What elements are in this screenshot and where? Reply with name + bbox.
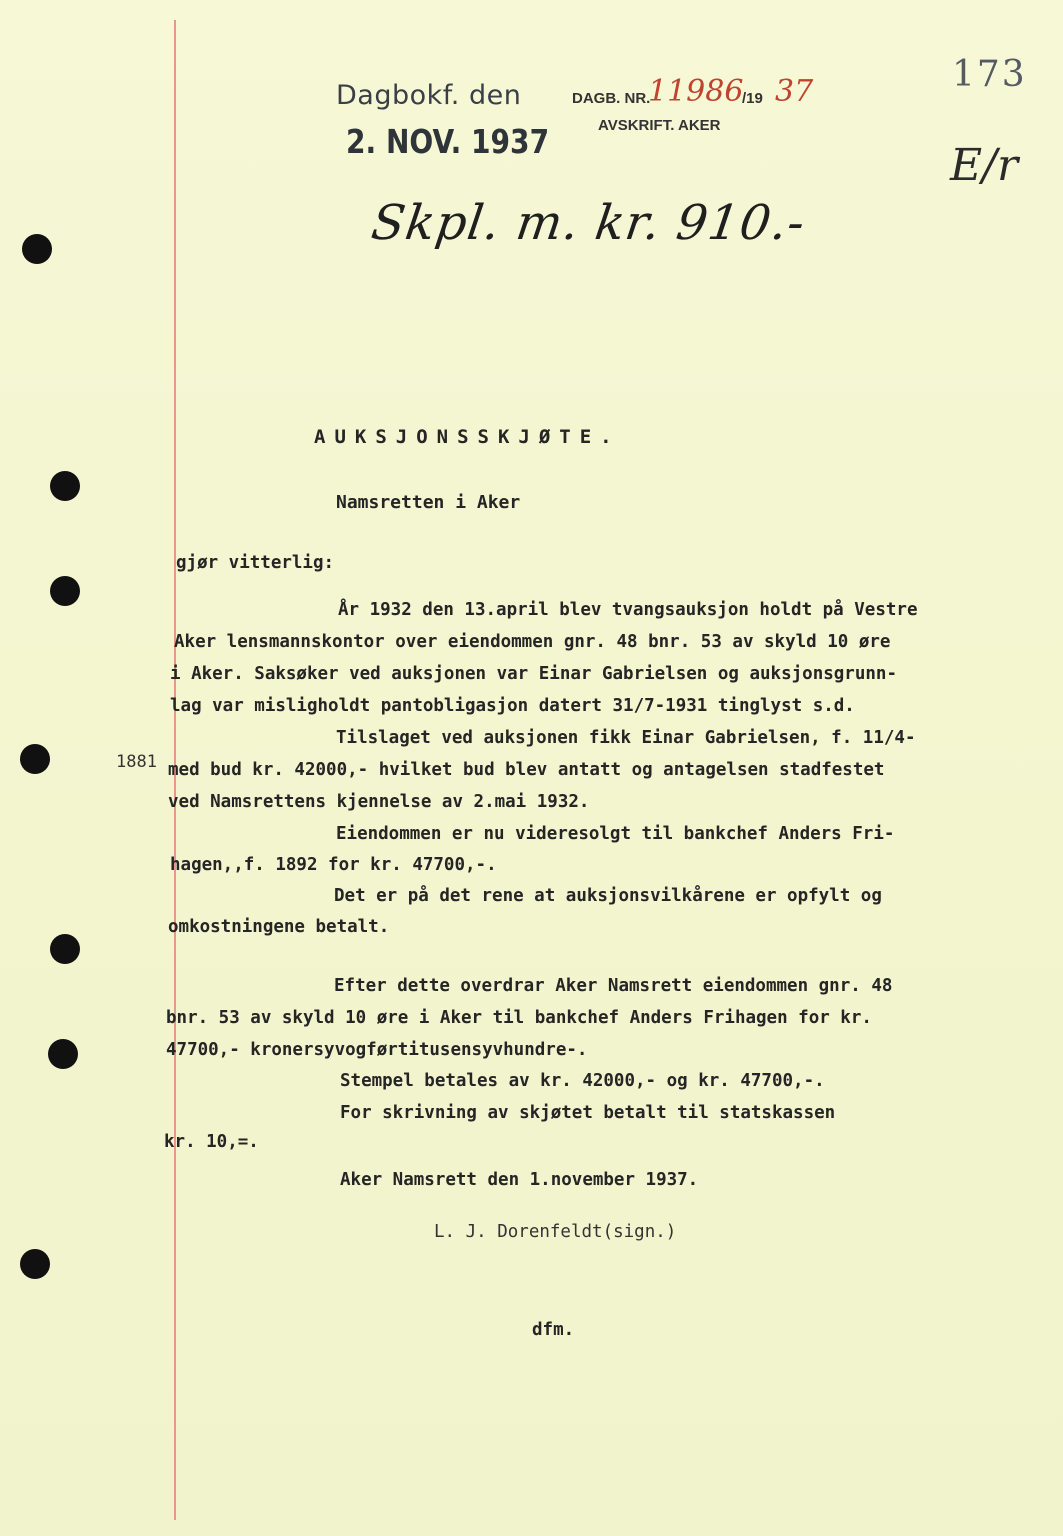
text-line: For skrivning av skjøtet betalt til statskassen: [340, 1103, 836, 1123]
punch-hole: [20, 1249, 50, 1279]
avskrift-label: AVSKRIFT. AKER: [598, 117, 721, 134]
text-line: kr. 10,=.: [164, 1132, 259, 1152]
signature-line: L. J. Dorenfeldt(sign.): [434, 1222, 677, 1242]
handwritten-fee-note: Skpl. m. kr. 910.-: [368, 195, 809, 251]
text-line: lag var misligholdt pantobligasjon datert 31/7-1931 tinglyst s.d.: [170, 696, 855, 716]
text-line: Eiendommen er nu videresolgt til bankchef Anders Fri-: [336, 824, 895, 844]
text-line: Stempel betales av kr. 42000,- og kr. 47700,-.: [340, 1071, 825, 1091]
punch-hole: [20, 744, 50, 774]
text-line: Efter dette overdrar Aker Namsrett eiendommen gnr. 48: [334, 976, 893, 996]
diary-stamp-date: 2. NOV. 1937: [346, 122, 550, 161]
text-line: med bud kr. 42000,- hvilket bud blev antatt og antagelsen stadfestet: [168, 760, 885, 780]
punch-hole: [48, 1039, 78, 1069]
diary-stamp-label: Dagbokf. den: [336, 80, 522, 111]
dagb-label: DAGB. NR.: [572, 90, 651, 107]
page-number: 173: [952, 54, 1027, 95]
punch-hole: [50, 471, 80, 501]
text-line: Det er på det rene at auksjonsvilkårene er opfylt og: [334, 886, 882, 906]
text-line: gjør vitterlig:: [176, 553, 335, 573]
closing-initials: dfm.: [532, 1320, 575, 1340]
text-line: i Aker. Saksøker ved auksjonen var Einar Gabrielsen og auksjonsgrunn-: [170, 664, 897, 684]
dagb-number: 11986: [648, 74, 744, 109]
text-line: År 1932 den 13.april blev tvangsauksjon holdt på Vestre: [338, 600, 918, 620]
document-title: AUKSJONSSKJØTE.: [314, 426, 621, 448]
handwritten-corner-mark: E/r: [950, 140, 1018, 191]
text-line: Tilslaget ved auksjonen fikk Einar Gabrielsen, f. 11/4-: [336, 728, 916, 748]
text-line: ved Namsrettens kjennelse av 2.mai 1932.: [168, 792, 590, 812]
dagb-year-prefix: /19: [742, 90, 763, 107]
dagb-year: 37: [775, 74, 814, 109]
court-name: Namsretten i Aker: [336, 492, 521, 513]
punch-hole: [50, 576, 80, 606]
text-line: Aker Namsrett den 1.november 1937.: [340, 1170, 699, 1190]
text-line: bnr. 53 av skyld 10 øre i Aker til bankchef Anders Frihagen for kr.: [166, 1008, 872, 1028]
text-line: hagen,,f. 1892 for kr. 47700,-.: [170, 855, 497, 875]
text-line: omkostningene betalt.: [168, 917, 390, 937]
punch-hole: [50, 934, 80, 964]
text-line: 47700,- kronersyvogførtitusensyvhundre-.: [166, 1040, 588, 1060]
text-line: Aker lensmannskontor over eiendommen gnr. 48 bnr. 53 av skyld 10 øre: [174, 632, 891, 652]
margin-birth-year: 1881: [116, 752, 157, 772]
